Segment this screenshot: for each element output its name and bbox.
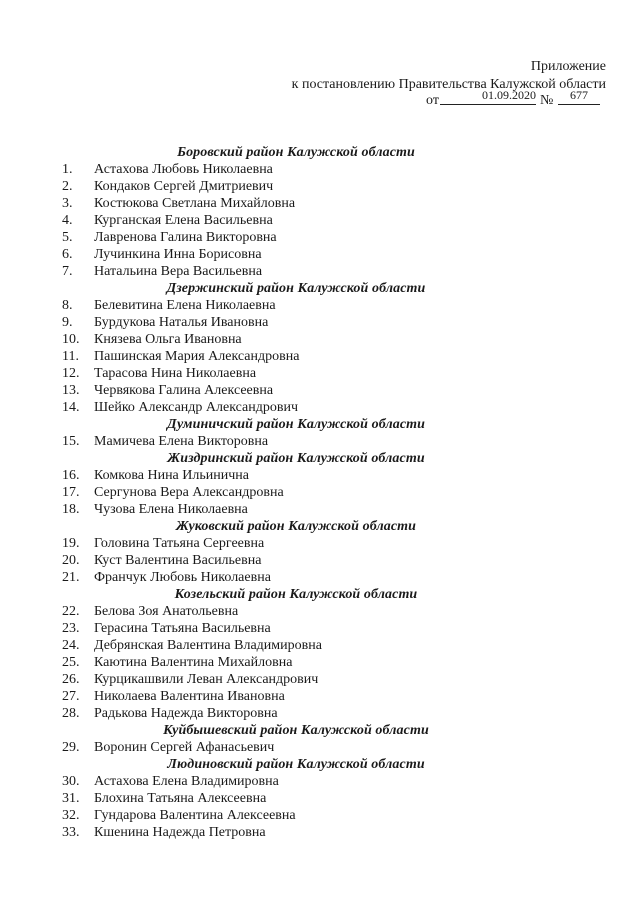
list-item-number: 14. bbox=[62, 400, 80, 415]
list-item bbox=[62, 535, 482, 552]
list-item-number: 17. bbox=[62, 485, 80, 500]
list-item-number: 27. bbox=[62, 689, 80, 704]
resolution-reference: к постановлению Правительства Калужской области bbox=[291, 77, 606, 92]
district-heading: Дзержинский район Калужской области bbox=[166, 281, 426, 296]
list-item bbox=[62, 212, 482, 229]
list-item-number: 8. bbox=[62, 298, 73, 313]
list-item bbox=[62, 263, 482, 280]
person-name: Князева Ольга Ивановна bbox=[94, 332, 242, 347]
list-item-number: 23. bbox=[62, 621, 80, 636]
person-name: Кшенина Надежда Петровна bbox=[94, 825, 266, 840]
list-item bbox=[62, 705, 482, 722]
person-name: Воронин Сергей Афанасьевич bbox=[94, 740, 275, 755]
list-item bbox=[62, 314, 482, 331]
list-item-number: 12. bbox=[62, 366, 80, 381]
person-name: Головина Татьяна Сергеевна bbox=[94, 536, 265, 551]
list-item-number: 31. bbox=[62, 791, 80, 806]
person-name: Дебрянская Валентина Владимировна bbox=[94, 638, 322, 653]
person-name: Франчук Любовь Николаевна bbox=[94, 570, 271, 585]
list-item bbox=[62, 501, 482, 518]
appendix-label: Приложение bbox=[530, 59, 606, 74]
person-name: Пашинская Мария Александровна bbox=[94, 349, 300, 364]
list-item-number: 16. bbox=[62, 468, 80, 483]
list-item-number: 30. bbox=[62, 774, 80, 789]
list-item bbox=[62, 399, 482, 416]
list-item-number: 7. bbox=[62, 264, 73, 279]
person-name: Комкова Нина Ильинична bbox=[94, 468, 249, 483]
list-item bbox=[62, 688, 482, 705]
person-name: Радькова Надежда Викторовна bbox=[94, 706, 278, 721]
list-item bbox=[62, 739, 482, 756]
district-list bbox=[62, 144, 482, 841]
person-name: Белова Зоя Анатольевна bbox=[94, 604, 239, 619]
resolution-number: 677 bbox=[558, 87, 600, 105]
list-item-number: 24. bbox=[62, 638, 80, 653]
list-item bbox=[62, 195, 482, 212]
person-name: Бурдукова Наталья Ивановна bbox=[94, 315, 269, 330]
person-name: Лавренова Галина Викторовна bbox=[94, 230, 277, 245]
list-item bbox=[62, 467, 482, 484]
list-item bbox=[62, 637, 482, 654]
person-name: Куст Валентина Васильевна bbox=[94, 553, 262, 568]
list-item-number: 32. bbox=[62, 808, 80, 823]
list-item-number: 6. bbox=[62, 247, 73, 262]
district-heading: Куйбышевский район Калужской области bbox=[163, 723, 429, 738]
list-item-number: 3. bbox=[62, 196, 73, 211]
person-name: Астахова Любовь Николаевна bbox=[94, 162, 273, 177]
resolution-date: 01.09.2020 bbox=[440, 87, 536, 105]
list-item bbox=[62, 620, 482, 637]
list-item-number: 9. bbox=[62, 315, 73, 330]
list-item bbox=[62, 161, 482, 178]
list-item-number: 4. bbox=[62, 213, 73, 228]
district-heading: Жуковский район Калужской области bbox=[175, 519, 417, 534]
list-item-number: 18. bbox=[62, 502, 80, 517]
list-item-number: 11. bbox=[62, 349, 79, 364]
district-heading: Жиздринский район Калужской области bbox=[167, 451, 425, 466]
district-heading: Козельский район Калужской области bbox=[174, 587, 418, 602]
list-item-number: 29. bbox=[62, 740, 80, 755]
date-prefix-label: от bbox=[426, 93, 439, 108]
list-item bbox=[62, 365, 482, 382]
person-name: Каютина Валентина Михайловна bbox=[94, 655, 293, 670]
district-heading: Думиничский район Калужской области bbox=[166, 417, 426, 432]
person-name: Гундарова Валентина Алексеевна bbox=[94, 808, 296, 823]
list-item bbox=[62, 671, 482, 688]
list-item bbox=[62, 654, 482, 671]
person-name: Мамичева Елена Викторовна bbox=[94, 434, 269, 449]
person-name: Чузова Елена Николаевна bbox=[94, 502, 248, 517]
person-name: Николаева Валентина Ивановна bbox=[94, 689, 285, 704]
list-item bbox=[62, 178, 482, 195]
list-item bbox=[62, 246, 482, 263]
person-name: Шейко Александр Александрович bbox=[94, 400, 299, 415]
list-item-number: 19. bbox=[62, 536, 80, 551]
person-name: Костюкова Светлана Михайловна bbox=[94, 196, 296, 211]
person-name: Червякова Галина Алексеевна bbox=[94, 383, 274, 398]
person-name: Блохина Татьяна Алексеевна bbox=[94, 791, 267, 806]
list-item-number: 15. bbox=[62, 434, 80, 449]
list-item bbox=[62, 382, 482, 399]
list-item bbox=[62, 569, 482, 586]
list-item-number: 21. bbox=[62, 570, 80, 585]
list-item-number: 1. bbox=[62, 162, 73, 177]
list-item-number: 10. bbox=[62, 332, 80, 347]
person-name: Лучинкина Инна Борисовна bbox=[94, 247, 262, 262]
list-item-number: 2. bbox=[62, 179, 73, 194]
person-name: Курганская Елена Васильевна bbox=[94, 213, 273, 228]
person-name: Астахова Елена Владимировна bbox=[94, 774, 279, 789]
list-item bbox=[62, 331, 482, 348]
list-item bbox=[62, 348, 482, 365]
district-heading: Людиновский район Калужской области bbox=[167, 757, 425, 772]
person-name: Курцикашвили Леван Александрович bbox=[94, 672, 319, 687]
list-item-number: 26. bbox=[62, 672, 80, 687]
list-item-number: 25. bbox=[62, 655, 80, 670]
person-name: Герасина Татьяна Васильевна bbox=[94, 621, 271, 636]
list-item bbox=[62, 297, 482, 314]
person-name: Белевитина Елена Николаевна bbox=[94, 298, 276, 313]
list-item bbox=[62, 603, 482, 620]
list-item-number: 22. bbox=[62, 604, 80, 619]
person-name: Тарасова Нина Николаевна bbox=[94, 366, 257, 381]
list-item bbox=[62, 229, 482, 246]
number-prefix-label: № bbox=[540, 93, 554, 108]
list-item bbox=[62, 484, 482, 501]
list-item-number: 13. bbox=[62, 383, 80, 398]
list-item-number: 28. bbox=[62, 706, 80, 721]
list-item bbox=[62, 824, 482, 841]
list-item-number: 20. bbox=[62, 553, 80, 568]
district-heading: Боровский район Калужской области bbox=[177, 145, 415, 160]
list-item bbox=[62, 552, 482, 569]
list-item-number: 5. bbox=[62, 230, 73, 245]
list-item bbox=[62, 433, 482, 450]
list-item bbox=[62, 790, 482, 807]
list-item-number: 33. bbox=[62, 825, 80, 840]
list-item bbox=[62, 807, 482, 824]
person-name: Кондаков Сергей Дмитриевич bbox=[94, 179, 274, 194]
person-name: Натальина Вера Васильевна bbox=[94, 264, 263, 279]
list-item bbox=[62, 773, 482, 790]
person-name: Сергунова Вера Александровна bbox=[94, 485, 284, 500]
date-number-line bbox=[426, 90, 606, 108]
